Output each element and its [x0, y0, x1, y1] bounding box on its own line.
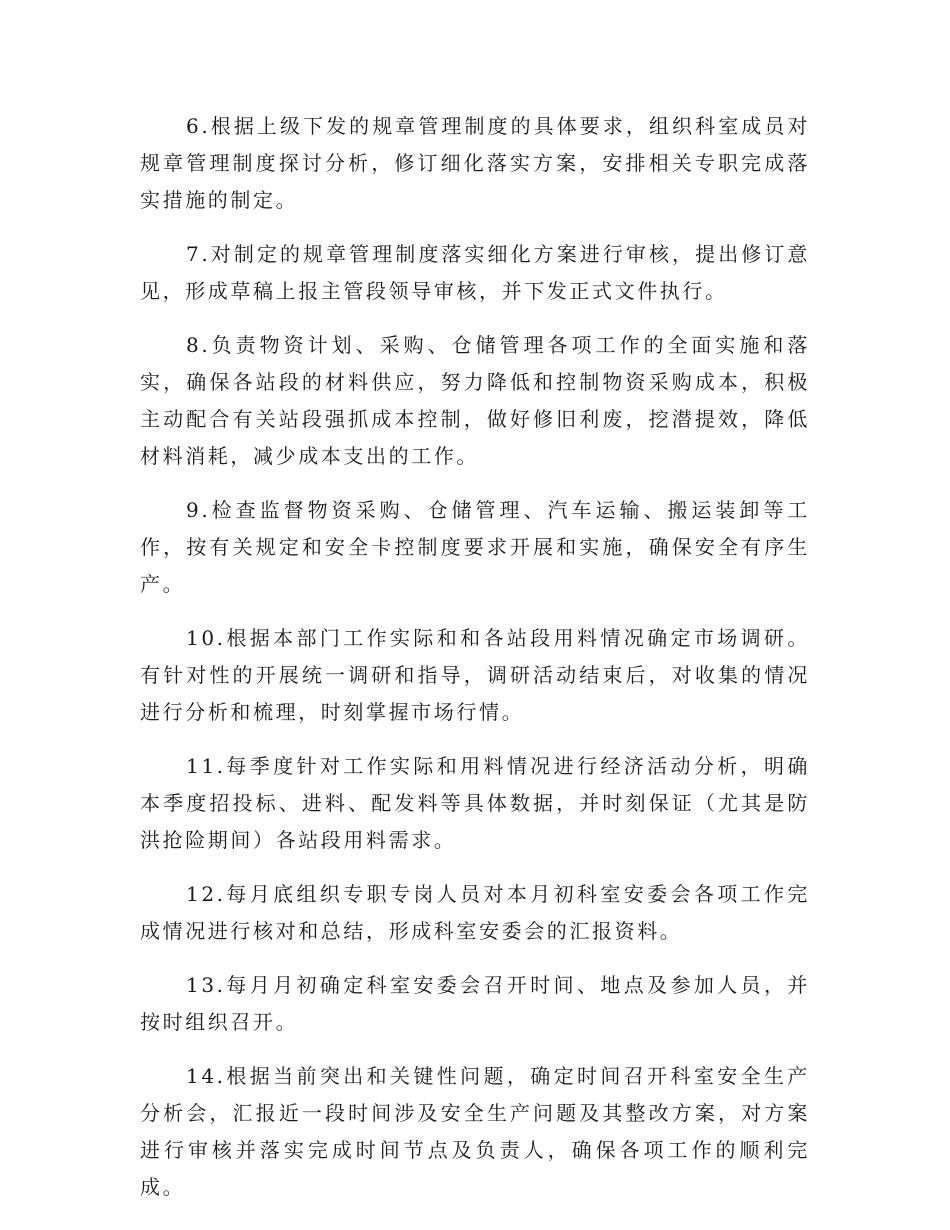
paragraph-item-13: 13.每月月初确定科室安委会召开时间、地点及参加人员，并按时组织召开。 [140, 973, 810, 1034]
paragraph-item-12: 12.每月底组织专职专岗人员对本月初科室安委会各项工作完成情况进行核对和总结，形成科室安委会的汇报资料。 [140, 882, 810, 943]
document-body [140, 108, 810, 1223]
paragraph-item-14: 14.根据当前突出和关键性问题，确定时间召开科室安全生产分析会，汇报近一段时间涉及安全生产问题及其整改方案，对方案进行审核并落实完成时间节点及负责人，确保各项工作的顺利完成。 [140, 1064, 810, 1199]
paragraph-item-6: 6.根据上级下发的规章管理制度的具体要求，组织科室成员对规章管理制度探讨分析，修订细化落实方案，安排相关专职完成落实措施的制定。 [140, 114, 810, 212]
paragraph-item-11: 11.每季度针对工作实际和用料情况进行经济活动分析，明确本季度招投标、进料、配发料等具体数据，并时刻保证（尤其是防洪抢险期间）各站段用料需求。 [140, 754, 810, 852]
paragraph-item-7: 7.对制定的规章管理制度落实细化方案进行审核，提出修订意见，形成草稿上报主管段领导审核，并下发正式文件执行。 [140, 242, 810, 303]
paragraph-item-10: 10.根据本部门工作实际和和各站段用料情况确定市场调研。有针对性的开展统一调研和指导，调研活动结束后，对收集的情况进行分析和梳理，时刻掌握市场行情。 [140, 626, 810, 724]
paragraph-item-8: 8.负责物资计划、采购、仓储管理各项工作的全面实施和落实，确保各站段的材料供应，努力降低和控制物资采购成本，积极主动配合有关站段强抓成本控制，做好修旧利废，挖潜提效，降低材料消耗，减少成本支出的工作。 [140, 333, 810, 468]
paragraph-item-9: 9.检查监督物资采购、仓储管理、汽车运输、搬运装卸等工作，按有关规定和安全卡控制度要求开展和实施，确保安全有序生产。 [140, 498, 810, 596]
